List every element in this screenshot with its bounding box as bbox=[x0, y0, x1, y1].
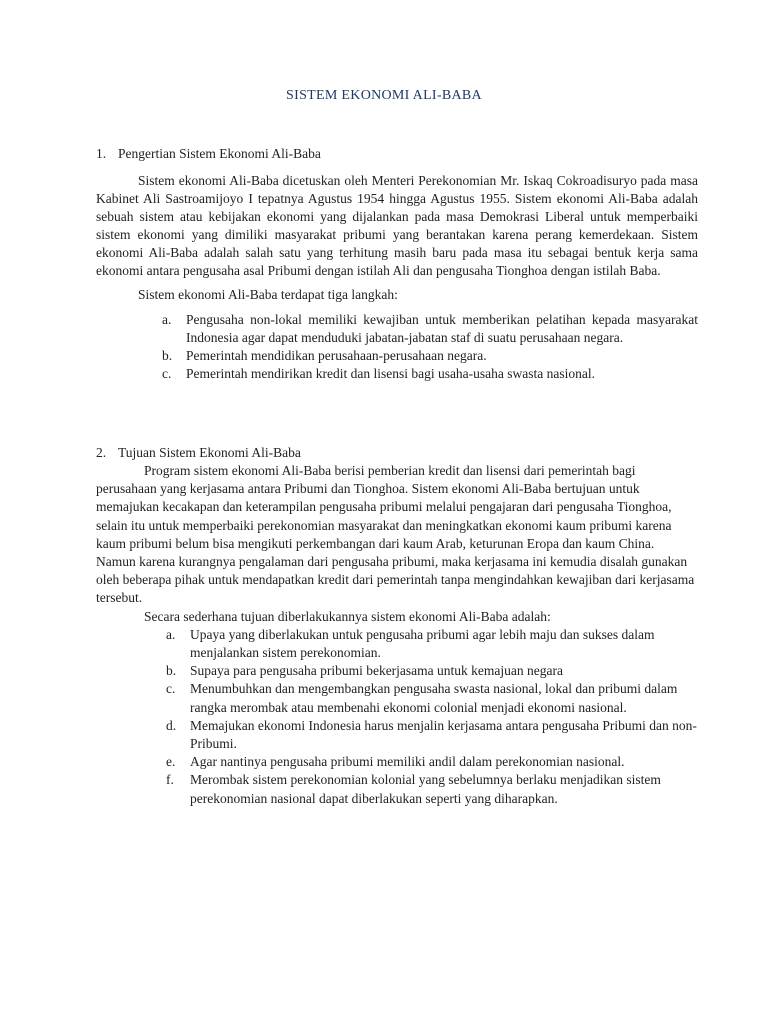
section-heading bbox=[96, 145, 698, 163]
list-item bbox=[162, 365, 698, 383]
list-marker: e. bbox=[166, 754, 176, 770]
section-tujuan bbox=[96, 444, 698, 808]
steps-list bbox=[96, 311, 698, 383]
list-item-text: Pengusaha non-lokal memiliki kewajiban untuk memberikan pelatihan kepada masyarakat Indonesia agar dapat menduduki jabatan-jabatan staf di suatu perusahaan negara. bbox=[186, 312, 698, 345]
list-item-text: Agar nantinya pengusaha pribumi memiliki andil dalam perekonomian nasional. bbox=[190, 754, 625, 770]
section-pengertian bbox=[96, 145, 698, 383]
list-marker: a. bbox=[162, 312, 172, 327]
goals-intro: Secara sederhana tujuan diberlakukannya sistem ekonomi Ali-Baba adalah: bbox=[144, 608, 551, 624]
list-item-text: Memajukan ekonomi Indonesia harus menjalin kerjasama antara pengusaha Pribumi dan non-Pribumi. bbox=[190, 717, 697, 752]
section-heading-text: Tujuan Sistem Ekonomi Ali-Baba bbox=[118, 445, 301, 460]
list-item-text: Merombak sistem perekonomian kolonial yang sebelumnya berlaku menjadikan sistem perekonomian nasional dapat diberlakukan seperti yang diharapkan. bbox=[190, 772, 661, 806]
list-item bbox=[162, 311, 698, 347]
section-heading bbox=[96, 444, 698, 462]
list-item bbox=[166, 626, 698, 662]
list-item-text: Pemerintah mendirikan kredit dan lisensi bagi usaha-usaha swasta nasional. bbox=[186, 366, 596, 381]
list-marker: d. bbox=[166, 717, 177, 733]
goals-list bbox=[96, 626, 698, 808]
list-item bbox=[166, 680, 698, 716]
paragraph: Program sistem ekonomi Ali-Baba berisi pemberian kredit dan lisensi dari pemerintah bagi perusahaan yang kerjasama antara Pribumi dan Tionghoa. Sistem ekonomi Ali-Baba bertujuan untuk memajukan kecakapan dan keterampilan pengusaha pribumi melalui pengajaran dari pengusaha Tionghoa, selain itu untuk memperbaiki perekonomian masyarakat dan meningkatkan ekonomi kaum pribumi karena kaum pribumi belum bisa mengikuti perkembangan dari kaum Arab, keturunan Eropa dan kaum China. Namun karena kurangnya pengalaman dari pengusaha pribumi, maka kerjasama ini kemudia disalah gunakan oleh beberapa pihak untuk mendapatkan kredit dari pemerintah tanpa mengindahkan kewajiban dari kerjasama tersebut. bbox=[96, 463, 695, 606]
list-marker: a. bbox=[166, 626, 176, 642]
list-item bbox=[166, 753, 698, 771]
list-item-text: Menumbuhkan dan mengembangkan pengusaha swasta nasional, lokal dan pribumi dalam rangka merombak atau membenahi ekonomi colonial menjadi ekonomi nasional. bbox=[190, 681, 678, 715]
list-marker: b. bbox=[166, 663, 177, 679]
section-number: 2. bbox=[96, 445, 107, 460]
list-marker: c. bbox=[166, 681, 176, 697]
steps-intro: Sistem ekonomi Ali-Baba terdapat tiga langkah: bbox=[138, 287, 398, 302]
page-title: SISTEM EKONOMI ALI-BABA bbox=[286, 88, 482, 103]
section-number: 1. bbox=[96, 146, 107, 161]
list-item-text: Pemerintah mendidikan perusahaan-perusahaan negara. bbox=[186, 348, 487, 363]
list-item bbox=[162, 347, 698, 365]
list-marker: f. bbox=[166, 772, 174, 788]
list-marker: b. bbox=[162, 348, 173, 363]
list-item-text: Upaya yang diberlakukan untuk pengusaha pribumi agar lebih maju dan sukses dalam menjalankan sistem perekonomian. bbox=[190, 626, 655, 661]
list-item-text: Supaya para pengusaha pribumi bekerjasama untuk kemajuan negara bbox=[190, 663, 563, 679]
list-item bbox=[166, 662, 698, 680]
list-marker: c. bbox=[162, 366, 172, 381]
section-heading-text: Pengertian Sistem Ekonomi Ali-Baba bbox=[118, 146, 321, 161]
list-item bbox=[166, 717, 698, 753]
list-item bbox=[166, 771, 698, 807]
paragraph: Sistem ekonomi Ali-Baba dicetuskan oleh Menteri Perekonomian Mr. Iskaq Cokroadisuryo pada masa Kabinet Ali Sastroamijoyo I tepatnya Agustus 1954 hingga Agustus 1955. Sistem ekonomi Ali-Baba adalah sebuah sistem atau kebijakan ekonomi yang dijalankan pada masa Demokrasi Liberal untuk memperbaiki sistem ekonomi yang dimiliki masyarakat pribumi yang berantakan karena perang kemerdekaan. Sistem ekonomi Ali-Baba adalah salah satu yang terhitung masih baru pada masa itu sebagai bentuk kerja sama ekonomi antara pengusaha asal Pribumi dengan istilah Ali dan pengusaha Tionghoa dengan istilah Baba. bbox=[96, 173, 698, 278]
